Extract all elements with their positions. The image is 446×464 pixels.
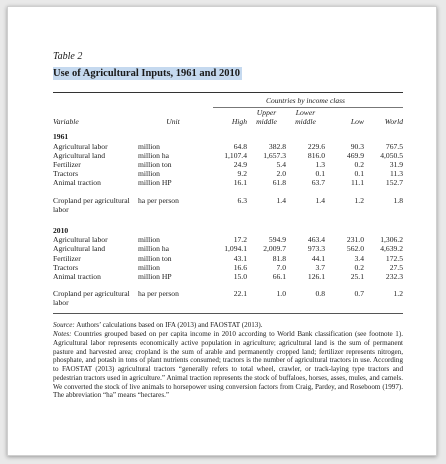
cell-low: 0.2	[354, 160, 364, 170]
cell-high: 1,107.4	[224, 150, 247, 160]
cell-world: 232.3	[385, 272, 403, 282]
table-row	[53, 272, 403, 281]
notes-paragraph	[53, 330, 403, 400]
cell-low: 0.2	[354, 262, 364, 272]
cell-upper: 2.0	[276, 169, 286, 179]
cell-world: 4,639.2	[380, 244, 403, 254]
table-row	[53, 151, 403, 160]
notes-label: Notes:	[53, 330, 72, 339]
col-lower-middle: Lower middle	[295, 108, 316, 127]
cell-unit: million ha	[138, 150, 170, 160]
cell-lower: 126.1	[307, 272, 325, 282]
col-high: High	[231, 117, 247, 127]
cell-low: 90.3	[350, 141, 364, 151]
cell-upper: 1.0	[276, 289, 286, 299]
cell-variable: Agricultural labor	[53, 235, 108, 245]
cell-world: 1.8	[393, 195, 403, 205]
cell-high: 1,094.1	[224, 244, 247, 254]
cell-low: 11.1	[350, 178, 364, 188]
data-table	[53, 108, 403, 308]
cell-high: 16.1	[233, 178, 247, 188]
col-variable: Variable	[53, 117, 79, 127]
cell-lower: 1.4	[315, 195, 325, 205]
cell-upper: 7.0	[276, 262, 286, 272]
cell-unit: million ha	[138, 244, 170, 254]
cell-lower: 0.8	[315, 289, 325, 299]
cell-unit: ha per person	[138, 289, 179, 299]
cell-high: 24.9	[233, 160, 247, 170]
cell-world: 4,050.5	[380, 150, 403, 160]
cell-variable: Fertilizer	[53, 160, 81, 170]
cell-high: 43.1	[233, 253, 247, 263]
cell-upper: 2,009.7	[263, 244, 286, 254]
cell-upper: 81.8	[272, 253, 286, 263]
cell-world: 1.2	[393, 289, 403, 299]
cell-low: 3.4	[354, 253, 364, 263]
year-row	[53, 222, 403, 235]
source-note	[53, 321, 403, 330]
cell-low: 469.9	[346, 150, 364, 160]
table-body	[53, 128, 403, 307]
cell-world: 1,306.2	[380, 235, 403, 245]
cell-low: 0.7	[354, 289, 364, 299]
col-world: World	[384, 117, 403, 127]
year-row	[53, 128, 403, 141]
row-spacer	[53, 188, 403, 196]
cell-low: 0.1	[354, 169, 364, 179]
cell-high: 17.2	[233, 235, 247, 245]
cell-lower: 229.6	[307, 141, 325, 151]
document-page	[7, 6, 437, 456]
cell-variable: Tractors	[53, 262, 79, 272]
cell-variable: Tractors	[53, 169, 79, 179]
year-label: 1961	[53, 132, 69, 142]
cell-lower: 63.7	[311, 178, 325, 188]
cropland-per-labor-row	[53, 196, 403, 214]
table-row	[53, 142, 403, 151]
table-row	[53, 169, 403, 178]
year-label: 2010	[53, 226, 69, 236]
cell-unit: million	[138, 169, 160, 179]
cell-unit: ha per person	[138, 195, 179, 205]
source-label: Source:	[53, 320, 75, 329]
cell-low: 562.0	[346, 244, 364, 254]
cell-unit: million ton	[138, 160, 172, 170]
cell-lower: 44.1	[311, 253, 325, 263]
table-label: Table 2	[53, 51, 83, 62]
cell-variable: Cropland per agricultural labor	[53, 195, 130, 214]
col-low: Low	[350, 117, 364, 127]
cell-upper: 594.9	[268, 235, 286, 245]
notes-text: Countries grouped based on per capita income in 2010 according to World Bank classification (see footnote 1). Agricultural labor represents economically active population in agriculture; agricultural land is the sum of permanent pasture and harvested area; cropland is the sum of arable and permanently cropped land; fertilizer represents nitrogen, phosphate, and potash in tons of plant nutrients consumed; tractors is the number of agricultural tractors in use. According to FAOSTAT (2013) agricultural tractors “generally refers to total wheel, crawler, or track-laying type tractors and pedestrian tractors used in agriculture.” Animal traction represents the stock of buffaloes, horses, asses, mules, and camels. We converted the stock of live animals to horsepower using conversion factors from Craig, Pardey, and Roseboom (1997). The abbreviation “ha” means “hectares.”	[53, 330, 403, 400]
cell-unit: million	[138, 235, 160, 245]
cropland-per-labor-row	[53, 289, 403, 307]
cell-variable: Animal traction	[53, 178, 101, 188]
cell-variable: Animal traction	[53, 272, 101, 282]
cell-lower: 463.4	[307, 235, 325, 245]
cell-upper: 61.8	[272, 178, 286, 188]
cell-world: 31.9	[389, 160, 403, 170]
income-group-header: Countries by income class	[266, 96, 345, 105]
table-title: Use of Agricultural Inputs, 1961 and 2010	[53, 68, 240, 79]
cell-lower: 973.3	[307, 244, 325, 254]
source-text: Authors’ calculations based on IFA (2013) and FAOSTAT (2013).	[76, 320, 263, 329]
cell-lower: 0.1	[315, 169, 325, 179]
cell-upper: 5.4	[276, 160, 286, 170]
cell-low: 25.1	[350, 272, 364, 282]
col-upper-middle: Upper middle	[256, 108, 277, 127]
cell-variable: Agricultural land	[53, 244, 106, 254]
cell-variable: Fertilizer	[53, 253, 81, 263]
cell-high: 64.8	[233, 141, 247, 151]
cell-world: 767.5	[385, 141, 403, 151]
row-spacer	[53, 281, 403, 289]
cell-high: 15.0	[233, 272, 247, 282]
cell-unit: million ton	[138, 253, 172, 263]
cell-lower: 1.3	[315, 160, 325, 170]
table-row	[53, 254, 403, 263]
cell-unit: million	[138, 141, 160, 151]
cell-high: 22.1	[233, 289, 247, 299]
cell-unit: million HP	[138, 272, 172, 282]
cell-world: 27.5	[389, 262, 403, 272]
section-spacer	[53, 214, 403, 222]
column-header-row	[53, 108, 403, 128]
table-row	[53, 178, 403, 187]
cell-upper: 382.8	[268, 141, 286, 151]
cell-world: 152.7	[385, 178, 403, 188]
cell-low: 1.2	[354, 195, 364, 205]
table-row	[53, 235, 403, 244]
col-unit: Unit	[166, 117, 180, 127]
table-row	[53, 160, 403, 169]
cell-unit: million	[138, 262, 160, 272]
table-container	[53, 51, 403, 400]
cell-lower: 3.7	[315, 262, 325, 272]
cell-variable: Agricultural labor	[53, 141, 108, 151]
cell-high: 6.3	[237, 195, 247, 205]
cell-upper: 1.4	[276, 195, 286, 205]
cell-high: 9.2	[237, 169, 247, 179]
table-row	[53, 244, 403, 253]
cell-world: 172.5	[385, 253, 403, 263]
cell-low: 231.0	[346, 235, 364, 245]
cell-lower: 816.0	[307, 150, 325, 160]
bottom-rule	[53, 313, 403, 314]
cell-upper: 66.1	[272, 272, 286, 282]
cell-variable: Cropland per agricultural labor	[53, 289, 130, 308]
cell-unit: million HP	[138, 178, 172, 188]
cell-high: 16.6	[233, 262, 247, 272]
table-row	[53, 263, 403, 272]
cell-upper: 1,657.3	[263, 150, 286, 160]
cell-world: 11.3	[389, 169, 403, 179]
cell-variable: Agricultural land	[53, 150, 106, 160]
